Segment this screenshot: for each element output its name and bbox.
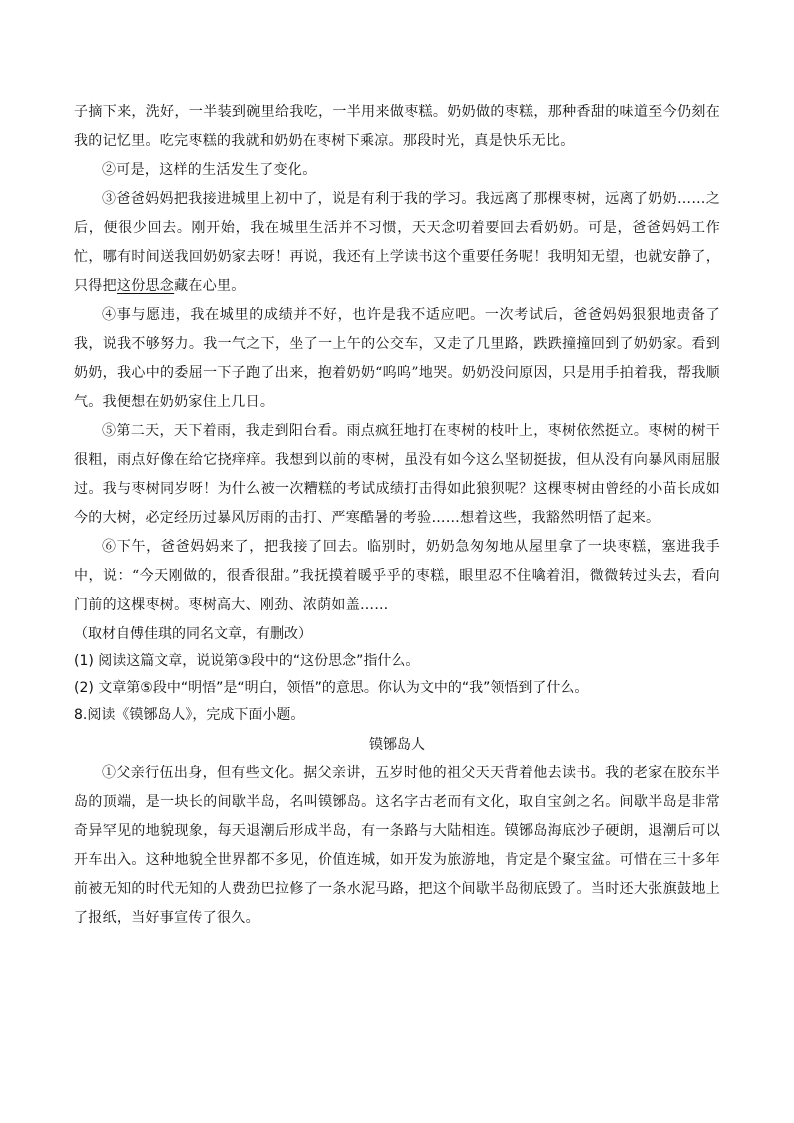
story-paragraph-3-text-a: ③爸爸妈妈把我接进城里上初中了，说是有利于我的学习。我远离了那棵枣树，远离了奶奶……之后，便很少回去。刚开始，我在城里生活并不习惯，天天念叨着要回去看奶奶。可是，爸爸妈妈工作忙，哪有时间送我回奶奶家去呀！再说，我还有上学读书这个重要任务呢！我明知无望，也就安静了，只得把 xyxy=(74,191,720,294)
underlined-phrase: 这份思念 xyxy=(116,278,175,294)
article-title: 镆铘岛人 xyxy=(369,737,425,753)
story-paragraph-5: ⑤第二天，天下着雨，我走到阳台看。雨点疯狂地打在枣树的枝叶上，枣树依然挺立。枣树的树干很粗，雨点好像在给它挠痒痒。我想到以前的枣树，虽没有如今这么坚韧挺拔，但从没有向暴风雨屈服过。我与枣树同岁呀！为什么被一次糟糕的考试成绩打击得如此狼狈呢？这棵枣树由曾经的小苗长成如今的大树，必定经历过暴风厉雨的击打、严寒酷暑的考验……想着这些，我豁然明悟了起来。 xyxy=(74,423,720,526)
story-paragraph-4: ④事与愿违，我在城里的成绩并不好，也许是我不适应吧。一次考试后，爸爸妈妈狠狠地责备了我，说我不够努力。我一气之下，坐了一上午的公交车，又走了几里路，跌跌撞撞回到了奶奶家。看到奶奶，我心中的委屈一下子跑了出来，抱着奶奶“呜呜”地哭。奶奶没问原因，只是用手拍着我，帮我顺气。我便想在奶奶家住上几日。 xyxy=(74,307,720,410)
story-paragraph-3 xyxy=(74,185,720,301)
story-paragraph-6: ⑥下午，爸爸妈妈来了，把我接了回去。临别时，奶奶急匆匆地从屋里拿了一块枣糕，塞进我手中，说：“今天刚做的，很香很甜。”我抚摸着暖乎乎的枣糕，眼里忍不住噙着泪，微微转过头去，看向门前的这棵枣树。枣树高大、刚劲、浓荫如盖…… xyxy=(74,539,720,613)
story-paragraph-1: 子摘下来，洗好，一半装到碗里给我吃，一半用来做枣糕。奶奶做的枣糕，那种香甜的味道至今仍刻在我的记忆里。吃完枣糕的我就和奶奶在枣树下乘凉。那段时光，真是快乐无比。 xyxy=(74,104,720,149)
question-2: (2) 文章第⑤段中“明悟”是“明白，领悟”的意思。你认为文中的“我”领悟到了什么。 xyxy=(74,680,589,696)
source-note: （取材自傅佳琪的同名文章，有删改） xyxy=(74,626,312,642)
story-paragraph-3-text-b: 藏在心里。 xyxy=(174,278,246,294)
document-page xyxy=(74,98,720,933)
question-8-prompt: 8.阅读《镆铘岛人》，完成下面小题。 xyxy=(74,707,305,723)
story-paragraph-2: ②可是，这样的生活发生了变化。 xyxy=(102,162,317,178)
article-paragraph-1: ①父亲行伍出身，但有些文化。据父亲讲，五岁时他的祖父天天背着他去读书。我的老家在胶东半岛的顶端，是一块长的间歇半岛，名叫镆铘岛。这名字古老而有文化，取自宝剑之名。间歇半岛是非常奇异罕见的地貌现象，每天退潮后形成半岛，有一条路与大陆相连。镆铘岛海底沙子硬朗，退潮后可以开车出入。这种地貌全世界都不多见，价值连城，如开发为旅游地，肯定是个聚宝盆。可惜在三十多年前被无知的时代无知的人费劲巴拉修了一条水泥马路，把这个间歇半岛彻底毁了。当时还大张旗鼓地上了报纸，当好事宣传了很久。 xyxy=(74,765,720,926)
question-1: (1) 阅读这篇文章，说说第③段中的“这份思念”指什么。 xyxy=(74,653,420,669)
